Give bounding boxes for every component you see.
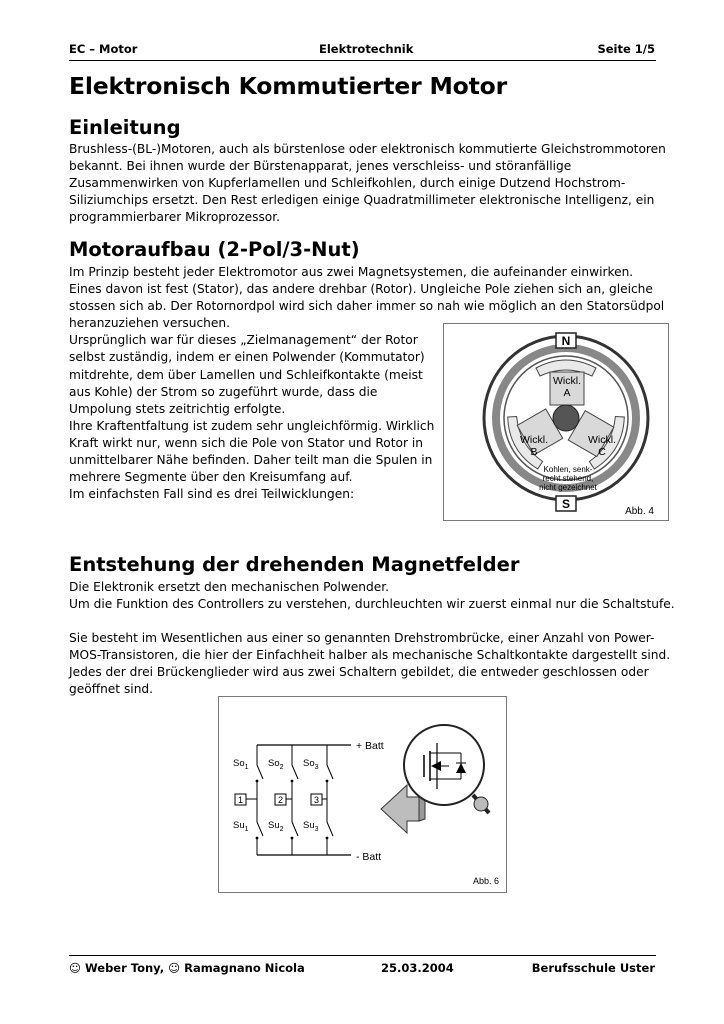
switch-su1-label: $Su_1$ [233,820,249,833]
pole-s-label: S [561,497,571,511]
plus-batt-label: + Batt [356,740,384,752]
text-line: selbst zuständig, indem er einen Polwender (Kommutator) [69,350,425,365]
text-line: bekannt. Bei ihnen wurde der Bürstenapparat, jenes verschleiss- und störanfällige [69,159,572,174]
text-line: geöffnet sind. [69,682,154,697]
winding-b-label-1: Wickl. [520,434,548,446]
text-line: Kraft wirkt nur, wenn sich die Pole von Stator und Rotor in [69,435,423,450]
winding-b-label-2: B [530,446,538,458]
text-line: Eines davon ist fest (Stator), das andere drehbar (Rotor). Ungleiche Pole ziehen sich an, gleiche [69,282,653,297]
bridge-leg-2 [291,745,298,855]
rotor-shaft [553,405,579,431]
footer-date: 25.03.2004 [381,961,454,975]
heading-magnetfelder: Entstehung der drehenden Magnetfelder [69,553,520,576]
text-line: Im einfachsten Fall sind es drei Teilwicklungen: [69,487,355,502]
text-line: Siliziumchips ersetzt. Den Rest erledigen einige Quadratmillimeter elektronische Intelligenz, ein [69,193,655,208]
motor-diagram-svg [444,324,668,520]
switch-so3-label: $So_3$ [303,758,319,771]
page-footer [69,961,655,977]
terminal-3-label: 3 [313,795,320,805]
winding-a-label-1: Wickl. [553,375,581,387]
heading-motoraufbau: Motoraufbau (2-Pol/3-Nut) [69,238,360,261]
footer-authors: ☺ Weber Tony, ☺ Ramagnano Nicola [69,961,305,975]
pole-n-label: N [561,334,571,348]
figure-bridge-circuit [218,696,507,893]
text-line: Ihre Kraftentfaltung ist zudem sehr ungleichförmig. Wirklich [69,418,435,433]
header-divider [69,60,656,61]
text-line: aus Kohle) der Strom so zugeführt wurde, dass die [69,384,378,399]
heading-einleitung: Einleitung [69,116,181,139]
magnetfelder-paragraph-1 [69,579,675,613]
text-line: stossen sich ab. Der Rotornordpol wird sich daher immer so nah wie möglich an den Statorsüdpol [69,299,665,314]
text-line: Um die Funktion des Controllers zu verstehen, durchleuchten wir zuerst einmal nur die Schaltstufe. [69,597,675,612]
header-left: EC – Motor [69,42,138,56]
switch-so2-label: $So_2$ [268,758,284,771]
footer-divider [69,955,656,956]
switch-su2-label: $Su_2$ [268,820,284,833]
brush-note-line2: recht stehend, [542,474,594,483]
einleitung-paragraph [69,141,666,226]
brush-note-line3: nicht gezeichnet [539,483,597,492]
switch-su3-label: $Su_3$ [303,820,319,833]
text-line: Zusammenwirken von Kupferlamellen und Schleifkohlen, durch einige Dutzend Hochstrom- [69,176,626,191]
text-line: Brushless-(BL-)Motoren, auch als bürstenlose oder elektronisch kommutierte Gleichstrommotoren [69,142,666,156]
page-header [69,42,655,58]
text-line: mehrere Segmente über den Kreisumfang auf. [69,470,353,485]
bridge-leg-3 [326,745,333,855]
minus-batt-label: - Batt [356,851,382,863]
text-line: Sie besteht im Wesentlichen aus einer so genannten Drehstrombrücke, einer Anzahl von Power- [69,631,655,645]
text-line: Die Elektronik ersetzt den mechanischen Polwender. [69,580,390,594]
text-line: Umpolung stets zeitrichtig erfolgte. [69,401,286,416]
header-center: Elektrotechnik [319,42,414,56]
bridge-leg-1 [256,745,263,855]
zoom-arrow [381,785,419,833]
bridge-circuit-svg [219,697,506,892]
winding-a-label-2: A [563,387,571,399]
magnifier-handle-joint [474,797,488,811]
text-line: Im Prinzip besteht jeder Elektromotor aus zwei Magnetsystemen, die aufeinander einwirken. [69,265,634,279]
terminal-2-label: 2 [277,795,284,805]
winding-c-label-2: C [598,446,606,458]
winding-c-label-1: Wickl. [588,434,616,446]
magnetfelder-paragraph-2 [69,630,670,698]
terminal-1-label: 1 [237,795,244,805]
text-line: unmittelbarer Nähe befinden. Daher teilt man die Spulen in [69,453,433,468]
figure-caption-abb6: Abb. 6 [472,876,499,886]
header-right: Seite 1/5 [597,42,655,56]
figure-motor-diagram [443,323,669,521]
text-line: mitdrehte, dem über Lamellen und Schleifkontakte (meist [69,367,423,382]
text-line: heranzuziehen versuchen. [69,316,230,331]
magnifier-lens [404,725,484,805]
brush-note-line1: Kohlen, senk- [543,465,593,474]
page-title: Elektronisch Kommutierter Motor [69,72,507,100]
text-line: programmierbarer Mikroprozessor. [69,210,281,225]
footer-school: Berufsschule Uster [531,961,655,975]
text-line: MOS-Transistoren, die hier der Einfachheit halber als mechanische Schaltkontakte dargestellt sind. [69,648,671,663]
text-line: Ursprünglich war für dieses „Zielmanagement“ der Rotor [69,333,418,348]
figure-caption-abb4: Abb. 4 [625,506,654,517]
switch-so1-label: $So_1$ [233,758,249,771]
text-line: Jedes der drei Brückenglieder wird aus zwei Schaltern gebildet, die entweder geschlossen oder [69,665,649,680]
